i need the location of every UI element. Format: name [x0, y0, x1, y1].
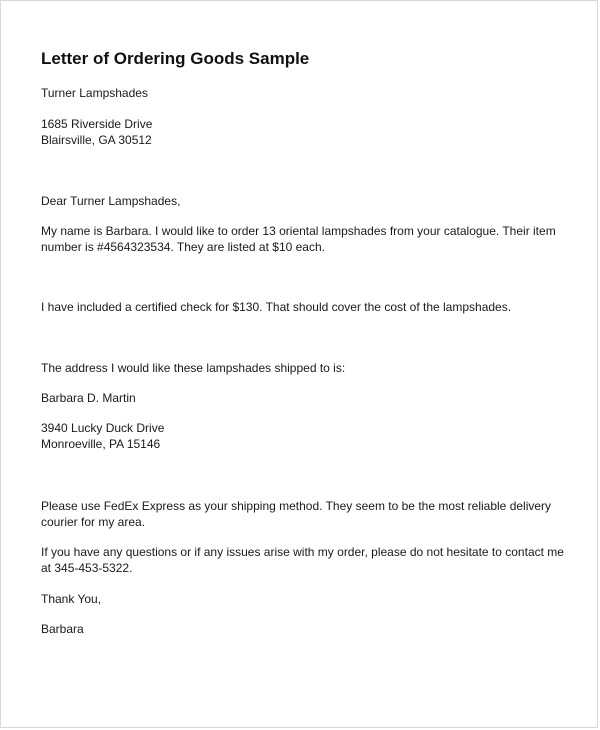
shipping-address-line2: Monroeville, PA 15146: [41, 437, 161, 451]
signature: Barbara: [41, 622, 84, 636]
document-title: Letter of Ordering Goods Sample: [41, 49, 310, 68]
payment-paragraph: I have included a certified check for $130. That should cover the cost of the lampshades.: [41, 300, 512, 314]
salutation: Dear Turner Lampshades,: [41, 194, 181, 208]
recipient-address-line1: 1685 Riverside Drive: [41, 117, 153, 131]
shipping-intro: The address I would like these lampshades shipped to is:: [41, 361, 346, 375]
shipping-name: Barbara D. Martin: [41, 391, 136, 405]
order-paragraph-line2: number is #4564323534. They are listed at $10 each.: [41, 240, 325, 254]
shipping-address-line1: 3940 Lucky Duck Drive: [41, 421, 165, 435]
contact-paragraph-line2: at 345-453-5322.: [41, 561, 133, 575]
shipping-method-line1: Please use FedEx Express as your shipping method. They seem to be the most reliable delivery: [41, 499, 552, 513]
closing: Thank You,: [41, 592, 102, 606]
recipient-name: Turner Lampshades: [41, 86, 148, 100]
shipping-method-line2: courier for my area.: [41, 515, 146, 529]
order-paragraph-line1: My name is Barbara. I would like to order 13 oriental lampshades from your catalogue. Their item: [41, 224, 556, 238]
recipient-address-line2: Blairsville, GA 30512: [41, 133, 152, 147]
contact-paragraph-line1: If you have any questions or if any issues arise with my order, please do not hesitate to contact me: [41, 545, 564, 559]
